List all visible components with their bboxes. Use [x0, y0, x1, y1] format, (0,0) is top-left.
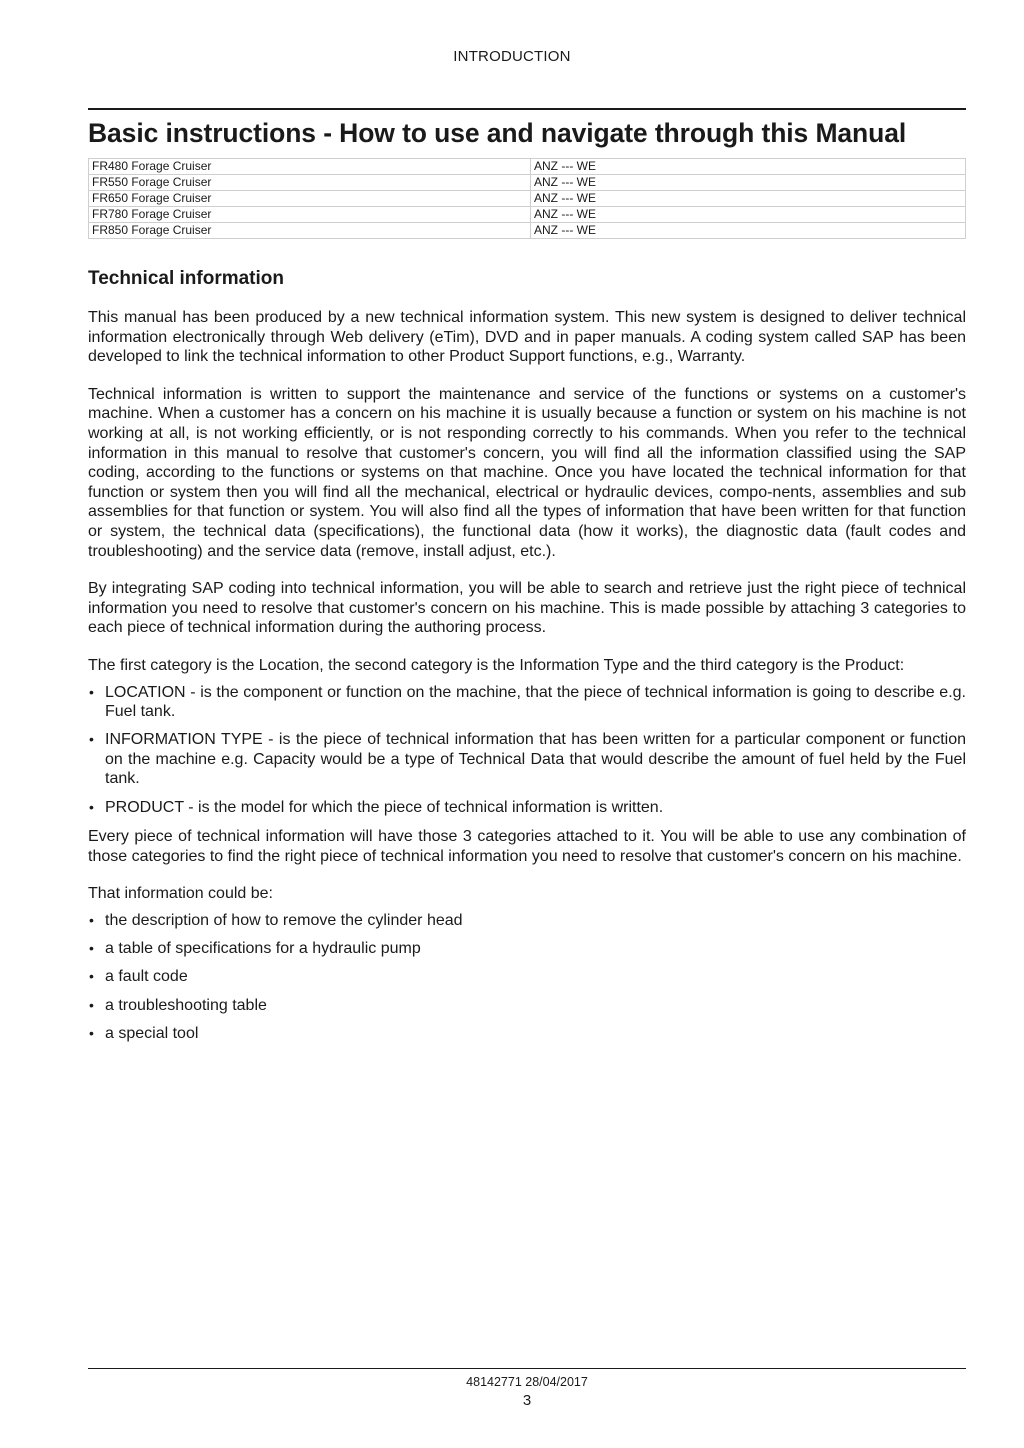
category-list: [88, 683, 966, 818]
list-item-text: a troubleshooting table: [105, 996, 267, 1014]
table-row: [89, 207, 966, 223]
list-item: [88, 911, 966, 931]
market-cell: ANZ --- WE: [531, 223, 966, 239]
market-cell: ANZ --- WE: [531, 175, 966, 191]
model-cell: FR550 Forage Cruiser: [89, 175, 531, 191]
paragraph: This manual has been produced by a new technical information system. This new system is designed to deliver technical information electronically through Web delivery (eTim), DVD and in paper manuals. A coding system called SAP has been developed to link the technical information to other Product Support functions, e.g., Warranty.: [88, 309, 966, 366]
page-title: Basic instructions - How to use and navigate through this Manual: [88, 118, 907, 148]
bullet-icon: •: [89, 996, 94, 1013]
paragraph: Technical information is written to support the maintenance and service of the functions or systems on a customer's machine. When a customer has a concern on his machine it is usually because a function or system on his machine is not working at all, is not working efficiently, or is not responding correctly to his commands. When you refer to the technical information in this manual to resolve that customer's concern, you will find all the information classified using the SAP coding, according to the functions or systems on that machine. Once you have located the technical information for that function or system then you will find all the mechanical, electrical or hydraulic devices, compo-nents, assemblies and sub assemblies for that function or system. You will also find all the types of information that have been written for that function or system, the technical data (specifications), the functional data (how it works), the diagnostic data (fault codes and troubleshooting) and the service data (remove, install adjust, etc.).: [88, 385, 966, 560]
list-item-text: LOCATION - is the component or function on the machine, that the piece of technical information is going to describe e.g. Fuel tank.: [105, 683, 966, 721]
bullet-icon: •: [89, 968, 94, 985]
model-cell: FR780 Forage Cruiser: [89, 207, 531, 223]
page-footer: [88, 1368, 966, 1409]
list-item-text: a special tool: [105, 1024, 199, 1042]
bullet-icon: •: [89, 683, 94, 700]
list-item-text: PRODUCT - is the model for which the piece of technical information is written.: [105, 798, 664, 816]
table-row: [89, 159, 966, 175]
document-code: 48142771 28/04/2017: [466, 1375, 588, 1389]
list-item: [88, 683, 966, 722]
list-item-text: INFORMATION TYPE - is the piece of technical information that has been written for a particular component or function on the machine e.g. Capacity would be a type of Technical Data that would describe the amount of fuel held by the Fuel tank.: [105, 731, 966, 788]
bullet-icon: •: [89, 798, 94, 815]
page-number: 3: [522, 1392, 532, 1409]
list-item-text: the description of how to remove the cylinder head: [105, 912, 463, 930]
bullet-icon: •: [89, 1024, 94, 1041]
list-item: [88, 939, 966, 959]
list-item: [88, 967, 966, 987]
page-content: [88, 108, 966, 1052]
model-cell: FR480 Forage Cruiser: [89, 159, 531, 175]
list-item-text: a table of specifications for a hydraulic pump: [105, 940, 421, 958]
models-table: [88, 158, 966, 239]
table-row: [89, 191, 966, 207]
model-cell: FR850 Forage Cruiser: [89, 223, 531, 239]
paragraph: The first category is the Location, the second category is the Information Type and the third category is the Product:: [88, 656, 905, 674]
footer-divider: [88, 1368, 966, 1369]
model-cell: FR650 Forage Cruiser: [89, 191, 531, 207]
market-cell: ANZ --- WE: [531, 159, 966, 175]
section-heading: Technical information: [88, 268, 285, 289]
list-item-text: a fault code: [105, 968, 188, 986]
title-divider: [88, 108, 966, 110]
list-item: [88, 730, 966, 789]
info-list: [88, 911, 966, 1043]
paragraph: Every piece of technical information will have those 3 categories attached to it. You will be able to use any combination of those categories to find the right piece of technical information you need to resolve that customer's concern on his machine.: [88, 828, 966, 865]
table-row: [89, 223, 966, 239]
table-row: [89, 175, 966, 191]
bullet-icon: •: [89, 912, 94, 929]
market-cell: ANZ --- WE: [531, 207, 966, 223]
list-item: [88, 798, 966, 818]
bullet-icon: •: [89, 940, 94, 957]
paragraph: That information could be:: [88, 885, 273, 903]
bullet-icon: •: [89, 731, 94, 748]
list-item: [88, 1024, 966, 1044]
paragraph: By integrating SAP coding into technical information, you will be able to search and retrieve just the right piece of technical information you need to resolve that customer's concern on his machine. This is made possible by attaching 3 categories to each piece of technical information during the authoring process.: [88, 580, 966, 637]
list-item: [88, 996, 966, 1016]
market-cell: ANZ --- WE: [531, 191, 966, 207]
running-header: INTRODUCTION: [453, 48, 571, 65]
